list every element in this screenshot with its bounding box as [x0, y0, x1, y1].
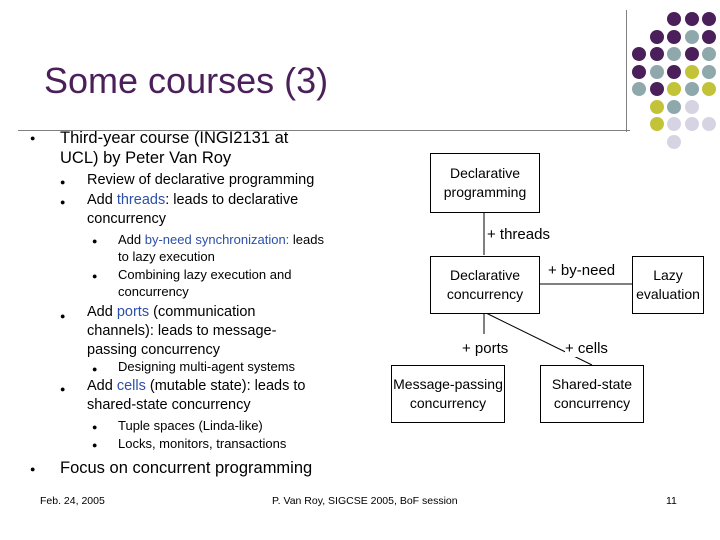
bullet-icon: ● — [92, 236, 98, 246]
bullet-icon: ● — [92, 364, 98, 374]
cells-word: cells — [116, 378, 146, 394]
label-ports: + ports — [462, 340, 509, 357]
ports-word: ports — [116, 304, 150, 320]
bullet-focus: Focus on concurrent programming — [60, 459, 313, 477]
bullet-designing: Designing multi-agent systems — [118, 359, 296, 374]
footer-center: P. Van Roy, SIGCSE 2005, BoF session — [272, 495, 458, 507]
cells-pre: Add — [87, 378, 117, 394]
footer-date: Feb. 24, 2005 — [40, 495, 105, 507]
bullet-main: Third-year course (INGI2131 at UCL) by Peter Van Roy — [60, 129, 289, 167]
box-declarative-programming: Declarative programming — [430, 153, 540, 213]
bullet-icon: ● — [30, 464, 36, 474]
bullet-locks: Locks, monitors, transactions — [118, 436, 287, 451]
bullet-icon: ● — [60, 177, 66, 187]
byneed-post: leads to lazy execution — [118, 232, 324, 264]
bullet-icon: ● — [30, 133, 36, 143]
bullet-combining: Combining lazy execution and concurrency — [118, 267, 292, 299]
bullet-review: Review of declarative programming — [87, 172, 315, 188]
box-shared-state: Shared-state concurrency — [540, 365, 644, 423]
bullet-icon: ● — [60, 384, 66, 394]
bullet-icon: ● — [60, 197, 66, 207]
box-lazy-evaluation: Lazy evaluation — [632, 256, 704, 314]
bullet-icon: ● — [92, 440, 98, 450]
bullet-icon: ● — [92, 271, 98, 281]
label-cells: + cells — [565, 340, 608, 357]
cells-post: (mutable state): leads to shared-state concurrency — [87, 378, 306, 413]
bullet-icon: ● — [60, 311, 66, 321]
bullet-tuple: Tuple spaces (Linda-like) — [118, 418, 263, 433]
byneed-word: by-need synchronization: — [144, 232, 290, 247]
byneed-pre: Add — [118, 232, 145, 247]
connector-to-shared — [484, 312, 592, 365]
ports-post: (communication channels): leads to message-passing concurrency — [87, 304, 277, 358]
label-byneed: + by-need — [548, 262, 616, 279]
box-declarative-concurrency: Declarative concurrency — [430, 256, 540, 314]
threads-post: : leads to declarative concurrency — [87, 192, 299, 227]
footer-page-number: 11 — [666, 495, 677, 507]
label-threads: + threads — [487, 226, 550, 243]
bullet-icon: ● — [92, 422, 98, 432]
threads-pre: Add — [87, 192, 117, 208]
box-message-passing: Message-passing concurrency — [391, 365, 505, 423]
threads-word: threads — [116, 192, 166, 208]
ports-pre: Add — [87, 304, 117, 320]
slide-title: Some courses (3) — [44, 60, 329, 101]
